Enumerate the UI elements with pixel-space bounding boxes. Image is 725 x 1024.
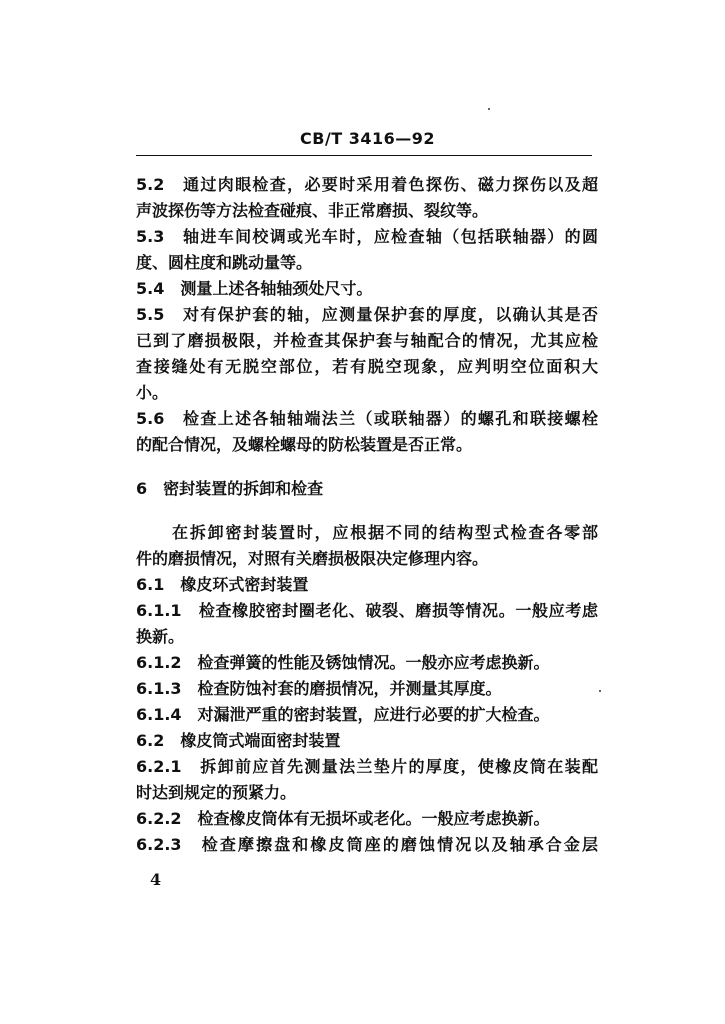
page-number: 4 bbox=[150, 870, 162, 889]
text-line: 时达到规定的预紧力。 bbox=[136, 783, 297, 802]
section-heading: 6 密封装置的拆卸和检查 bbox=[136, 479, 324, 498]
text-line: 5.2 通过肉眼检查，必要时采用着色探伤、磁力探伤以及超 bbox=[136, 175, 598, 194]
text-line: 5.6 检查上述各轴轴端法兰（或联轴器）的螺孔和联接螺栓 bbox=[136, 409, 598, 428]
text-line: 6.1.4 对漏泄严重的密封装置，应进行必要的扩大检查。 bbox=[136, 705, 550, 724]
text-line: 6.1.1 检查橡胶密封圈老化、破裂、磨损等情况。一般应考虑 bbox=[136, 601, 598, 620]
text-line: 6.2.2 检查橡皮筒体有无损坏或老化。一般应考虑换新。 bbox=[136, 809, 550, 828]
text-line: 的配合情况，及螺栓螺母的防松装置是否正常。 bbox=[136, 435, 473, 454]
text-line: 查接缝处有无脱空部位，若有脱空现象，应判明空位面积大 bbox=[136, 357, 598, 376]
paragraph-gap bbox=[136, 458, 598, 476]
text-line: 换新。 bbox=[136, 627, 185, 646]
text-line: 声波探伤等方法检查碰痕、非正常磨损、裂纹等。 bbox=[136, 201, 489, 220]
text-line: 件的磨损情况，对照有关磨损极限决定修理内容。 bbox=[136, 549, 489, 568]
text-line: 6.1 橡皮环式密封装置 bbox=[136, 575, 309, 594]
text-line: 6.1.3 检查防蚀衬套的磨损情况，并测量其厚度。 bbox=[136, 679, 502, 698]
text-line: 度、圆柱度和跳动量等。 bbox=[136, 253, 313, 272]
text-line: 5.5 对有保护套的轴，应测量保护套的厚度，以确认其是否 bbox=[136, 305, 598, 324]
text-line: 6.2.3 检查摩擦盘和橡皮筒座的磨蚀情况以及轴承合金层 bbox=[136, 835, 598, 854]
scan-speck bbox=[488, 108, 490, 110]
text-line: 6.1.2 检查弹簧的性能及锈蚀情况。一般亦应考虑换新。 bbox=[136, 653, 550, 672]
body-text bbox=[136, 172, 598, 858]
text-line: 6.2 橡皮筒式端面密封装置 bbox=[136, 731, 341, 750]
paragraph-gap bbox=[136, 502, 598, 520]
header-rule bbox=[136, 155, 592, 156]
scan-speck bbox=[599, 690, 601, 692]
text-line: 5.3 轴进车间校调或光车时，应检查轴（包括联轴器）的圆 bbox=[136, 227, 598, 246]
text-line: 6.2.1 拆卸前应首先测量法兰垫片的厚度，使橡皮筒在装配 bbox=[136, 757, 598, 776]
text-line: 已到了磨损极限，并检查其保护套与轴配合的情况，尤其应检 bbox=[136, 331, 598, 350]
text-line: 5.4 测量上述各轴轴颈处尺寸。 bbox=[136, 279, 373, 298]
standard-code-header: CB/T 3416—92 bbox=[300, 129, 436, 148]
text-line: 在拆卸密封装置时，应根据不同的结构型式检查各零部 bbox=[172, 523, 598, 542]
text-line: 小。 bbox=[136, 383, 169, 402]
